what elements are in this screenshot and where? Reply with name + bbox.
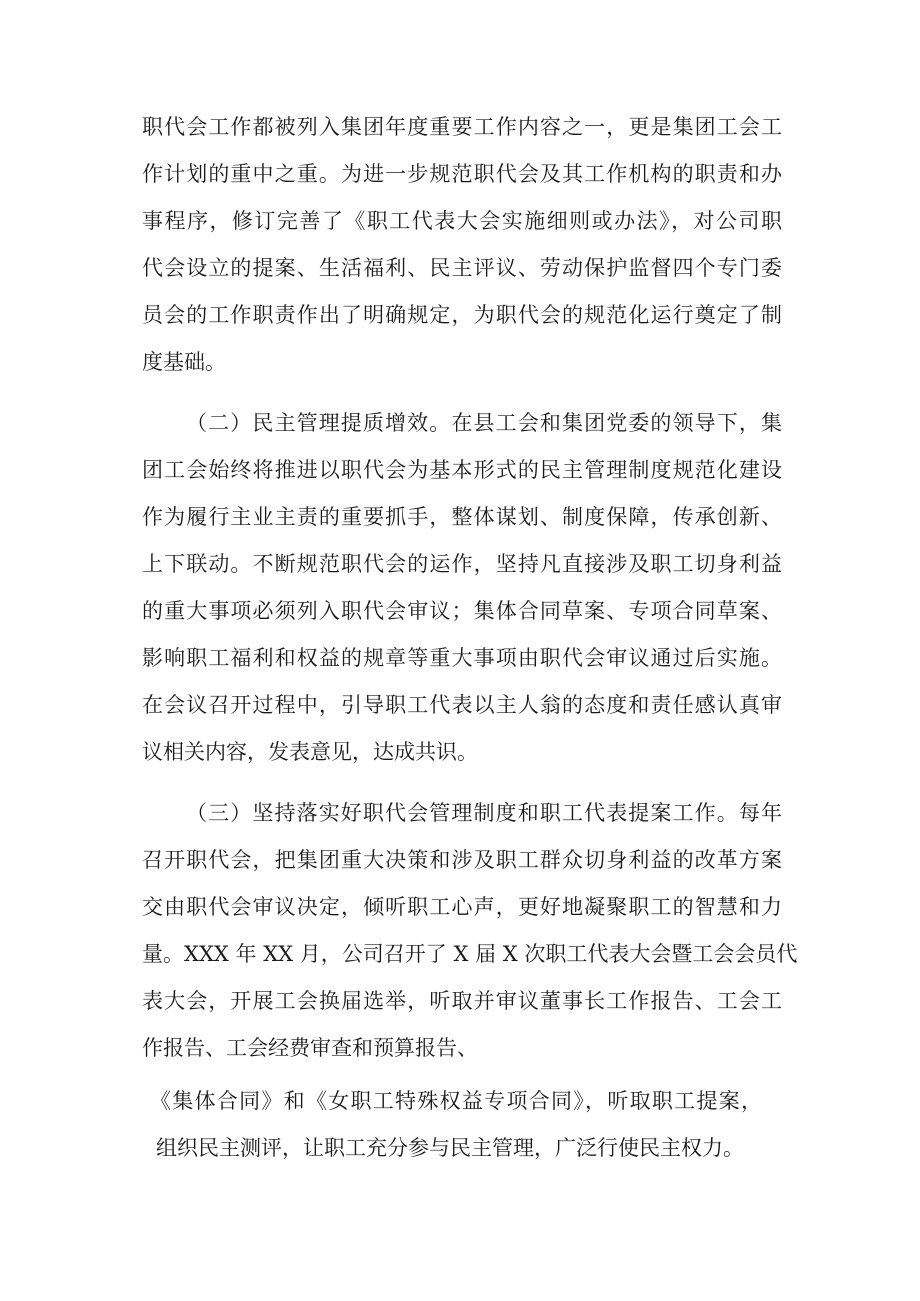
paragraph-2-line-6: 影响职工福利和权益的规章等重大事项由职代会审议通过后实施。 [142, 646, 782, 670]
paragraph-3-line-8: 组织民主测评，让职工充分参与民主管理，广泛行使民主权力。 [156, 1136, 744, 1160]
paragraph-1-line-3: 事程序，修订完善了《职工代表大会实施细则或办法》，对公司职 [142, 209, 782, 233]
paragraph-2-line-4: 上下联动。不断规范职代会的运作，坚持凡直接涉及职工切身利益 [142, 552, 782, 576]
paragraph-3-line-1: （三）坚持落实好职代会管理制度和职工代表提案工作。每年 [186, 801, 782, 825]
paragraph-2-line-2: 团工会始终将推进以职代会为基本形式的民主管理制度规范化建设 [142, 458, 782, 482]
paragraph-3-line-4: 量。XXX 年 XX 月，公司召开了 X 届 X 次职工代表大会暨工会会员代 [142, 942, 798, 966]
paragraph-2-line-1: （二）民主管理提质增效。在县工会和集团党委的领导下，集 [186, 411, 782, 435]
paragraph-2-line-7: 在会议召开过程中，引导职工代表以主人翁的态度和责任感认真审 [142, 693, 782, 717]
paragraph-3-line-5: 表大会，开展工会换届选举，听取并审议董事长工作报告、工会工 [142, 989, 782, 1013]
paragraph-2-line-8: 议相关内容，发表意见，达成共识。 [142, 740, 478, 764]
paragraph-3-line-6: 作报告、工会经费审查和预算报告、 [142, 1036, 478, 1060]
paragraph-3-line-3: 交由职代会审议决定，倾听职工心声，更好地凝聚职工的智慧和力 [142, 895, 782, 919]
paragraph-1-line-4: 代会设立的提案、生活福利、民主评议、劳动保护监督四个专门委 [142, 256, 782, 280]
paragraph-1-line-6: 度基础。 [142, 350, 226, 374]
paragraph-1-line-1: 职代会工作都被列入集团年度重要工作内容之一，更是集团工会工 [142, 115, 782, 139]
paragraph-1-line-5: 员会的工作职责作出了明确规定，为职代会的规范化运行奠定了制 [142, 303, 782, 327]
paragraph-1-line-2: 作计划的重中之重。为进一步规范职代会及其工作机构的职责和办 [142, 162, 782, 186]
paragraph-3-line-7: 《集体合同》和《女职工特殊权益专项合同》，听取职工提案， [150, 1089, 762, 1113]
paragraph-3-line-2: 召开职代会，把集团重大决策和涉及职工群众切身利益的改革方案 [142, 848, 782, 872]
paragraph-2-line-5: 的重大事项必须列入职代会审议；集体合同草案、专项合同草案、 [142, 599, 782, 623]
paragraph-2-line-3: 作为履行主业主责的重要抓手，整体谋划、制度保障，传承创新、 [142, 505, 782, 529]
